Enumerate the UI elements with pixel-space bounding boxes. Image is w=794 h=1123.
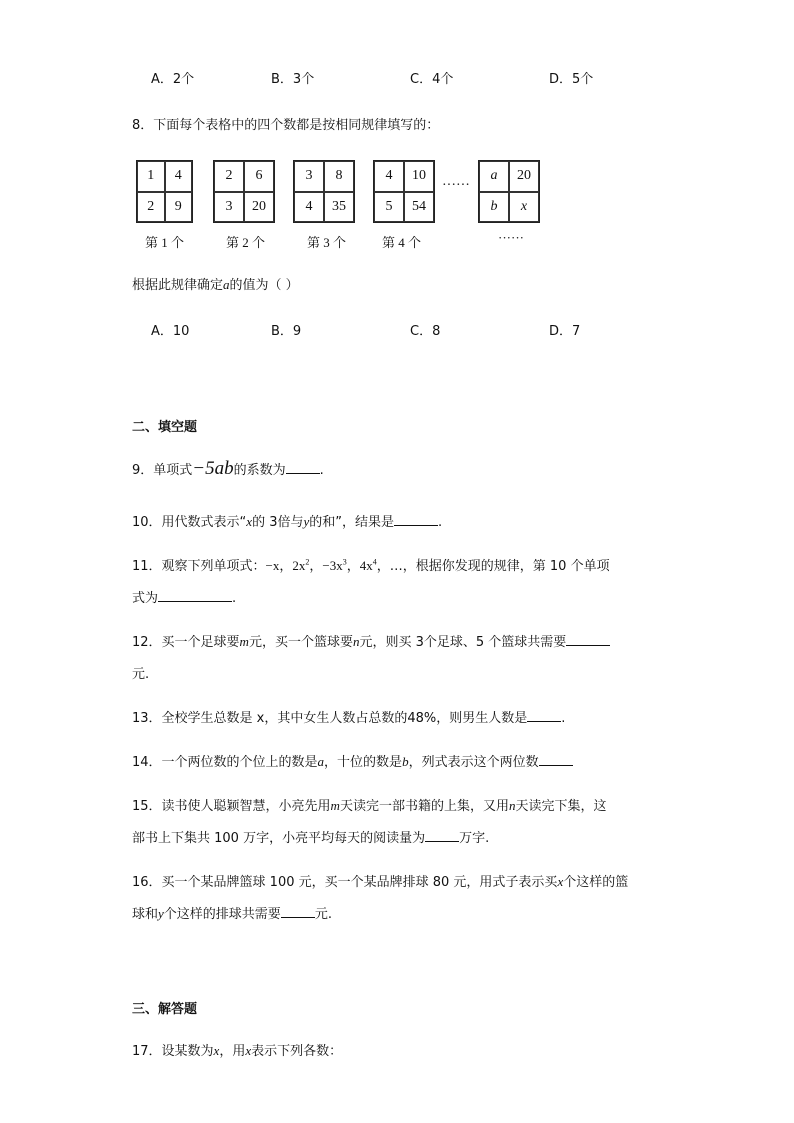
q15-l1-c: 天读完下集，这: [515, 799, 607, 814]
grid-caption-1: 第 1 个: [145, 235, 185, 250]
q11-line1: 11．观察下列单项式：−x，$2x^2$，$-3x^3$，$4x^4$，…，根据你发现的规律，第 10 个单项: [132, 557, 610, 574]
q11-answer-blank[interactable]: [158, 589, 232, 602]
q14-a: a: [317, 754, 325, 769]
q8-question-after: 的值为（ ）: [229, 278, 299, 293]
q16-line2: [132, 903, 332, 922]
pattern-grid-2: [213, 160, 275, 223]
q11-term-2: 2x: [292, 558, 306, 573]
q8-question-before: 根据此规律确定: [132, 278, 224, 293]
grid-cell: 4: [374, 161, 404, 192]
q15-line2: [132, 827, 489, 846]
grid-cell: 2: [137, 192, 165, 223]
grid-cell: 9: [165, 192, 193, 223]
q11-exp-2: 2: [305, 557, 310, 567]
q8-option-b: B．9: [271, 324, 302, 339]
q12-text-a: 12．买一个足球要: [132, 635, 240, 650]
q17-after: 表示下列各数：: [251, 1044, 343, 1059]
q15-n: n: [508, 798, 516, 813]
grid-cell: 6: [244, 161, 274, 192]
grid-cell: 5: [374, 192, 404, 223]
q9: [132, 458, 324, 480]
q13: [132, 707, 565, 726]
q14-after: ，列式表示这个两位数: [408, 755, 539, 770]
grid-cell: 54: [404, 192, 434, 223]
q14-mid: ，十位的数是: [324, 755, 403, 770]
grid-cell: 4: [165, 161, 193, 192]
q11-exp-4: 4: [372, 557, 377, 567]
q12-m: m: [239, 634, 249, 649]
q15-l1-b: 天读完一部书籍的上集，又用: [339, 799, 509, 814]
q16-x: x: [557, 874, 564, 889]
q14: [132, 751, 573, 770]
q7-option-b: B．3个: [271, 72, 315, 87]
grid-cell: 3: [294, 161, 324, 192]
q15-l1-a: 15．读书使人聪颖智慧，小亮先用: [132, 799, 331, 814]
q9-num: 9．单项式: [132, 463, 193, 478]
pattern-grid-general: [478, 160, 540, 223]
q11-line2-text: 式为: [132, 591, 159, 606]
q11-end: .: [232, 591, 237, 606]
q11-exp-3: 3: [342, 557, 347, 567]
grid-cell: 3: [214, 192, 244, 223]
q17-x2: x: [245, 1043, 252, 1058]
q11-line2: [132, 587, 236, 606]
q15-answer-blank[interactable]: [425, 829, 459, 842]
q12-line1: [132, 631, 610, 650]
q16-l2-a: 球和: [132, 907, 159, 922]
q17-mid: ，用: [219, 1044, 246, 1059]
grid-cell: a: [479, 161, 509, 192]
q11-term-3: −3x: [322, 558, 343, 573]
q16-l2-b: 个这样的排球共需要: [163, 907, 281, 922]
q10-after: 的和”，结果是: [309, 515, 394, 530]
grid-cell: 20: [509, 161, 539, 192]
q14-b: b: [402, 754, 409, 769]
q7-option-a: A．2个: [151, 72, 195, 87]
grid-cell: 8: [324, 161, 354, 192]
grid-cell: b: [479, 192, 509, 223]
grid-cell: 1: [137, 161, 165, 192]
q10-y: y: [303, 514, 310, 529]
q17-x1: x: [213, 1043, 220, 1058]
q17: [132, 1040, 342, 1059]
q14-before: 14．一个两位数的个位上的数是: [132, 755, 318, 770]
q10: [132, 511, 442, 530]
q16-l1-a: 16．买一个某品牌篮球 100 元，买一个某品牌排球 80 元，用式子表示买: [132, 875, 558, 890]
q15-l2-b: 万字.: [459, 831, 490, 846]
q12-line2: 元.: [132, 667, 150, 682]
q8-option-a: A．10: [151, 324, 190, 339]
grid-caption-3: 第 3 个: [307, 235, 347, 250]
q10-before: 10．用代数式表示“: [132, 515, 247, 530]
q13-text: 13．全校学生总数是 x，其中女生人数占总数的48%，则男生人数是: [132, 711, 528, 726]
q16-l2-c: 元.: [314, 907, 332, 922]
q10-end: .: [438, 515, 443, 530]
q12-n: n: [352, 634, 360, 649]
q9-after: 的系数为: [233, 463, 286, 478]
q13-answer-blank[interactable]: [527, 709, 561, 722]
q8-question: [132, 274, 299, 293]
q11-before: 11．观察下列单项式：: [132, 559, 266, 574]
q15-m: m: [330, 798, 340, 813]
pattern-grid-1: [136, 160, 193, 223]
q9-end: .: [319, 463, 324, 478]
grid-cell: 4: [294, 192, 324, 223]
q15-l2-a: 部书上下集共 100 万字，小亮平均每天的阅读量为: [132, 831, 426, 846]
q10-answer-blank[interactable]: [394, 513, 438, 526]
q8-question-var: a: [223, 277, 230, 292]
pattern-grid-3: [293, 160, 355, 223]
q16-y: y: [158, 906, 164, 921]
grid-cell: 10: [404, 161, 434, 192]
pattern-grid-4: [373, 160, 435, 223]
section-title-solve: 三、解答题: [132, 1002, 198, 1017]
q8-stem: 8．下面每个表格中的四个数都是按相同规律填写的：: [132, 118, 440, 133]
q16-l1-b: 个这样的篮: [563, 875, 629, 890]
grid-ellipsis: ······: [442, 178, 470, 193]
q14-answer-blank[interactable]: [539, 753, 573, 766]
q13-end: .: [561, 711, 566, 726]
q9-answer-blank[interactable]: [286, 461, 320, 474]
q10-x: x: [246, 514, 253, 529]
q8-option-d: D．7: [549, 324, 581, 339]
q11-term-4: 4x: [359, 558, 373, 573]
q12-text-c: 元，则买 3个足球、5 个篮球共需要: [359, 635, 567, 650]
q11-term-1: −x: [265, 558, 280, 573]
grid-cell: 2: [214, 161, 244, 192]
grid-cell: 35: [324, 192, 354, 223]
q12-answer-blank[interactable]: [566, 633, 610, 646]
grid-caption-ellipsis: ······: [498, 230, 524, 245]
q8-option-c: C．8: [410, 324, 441, 339]
q15-line1: [132, 795, 606, 814]
q17-before: 17．设某数为: [132, 1044, 214, 1059]
q16-answer-blank[interactable]: [281, 905, 315, 918]
grid-cell: x: [509, 192, 539, 223]
grid-caption-4: 第 4 个: [382, 235, 422, 250]
q16-line1: [132, 871, 628, 890]
q7-option-d: D．5个: [549, 72, 594, 87]
q9-expression: −5ab: [192, 458, 234, 479]
grid-cell: 20: [244, 192, 274, 223]
grid-caption-2: 第 2 个: [226, 235, 266, 250]
q11-after: ，…，根据你发现的规律，第 10 个单项: [376, 559, 610, 574]
q10-mid: 的 3倍与: [252, 515, 304, 530]
q7-option-c: C．4个: [410, 72, 454, 87]
section-title-fill-in: 二、填空题: [132, 420, 198, 435]
q12-text-b: 元，买一个篮球要: [248, 635, 353, 650]
